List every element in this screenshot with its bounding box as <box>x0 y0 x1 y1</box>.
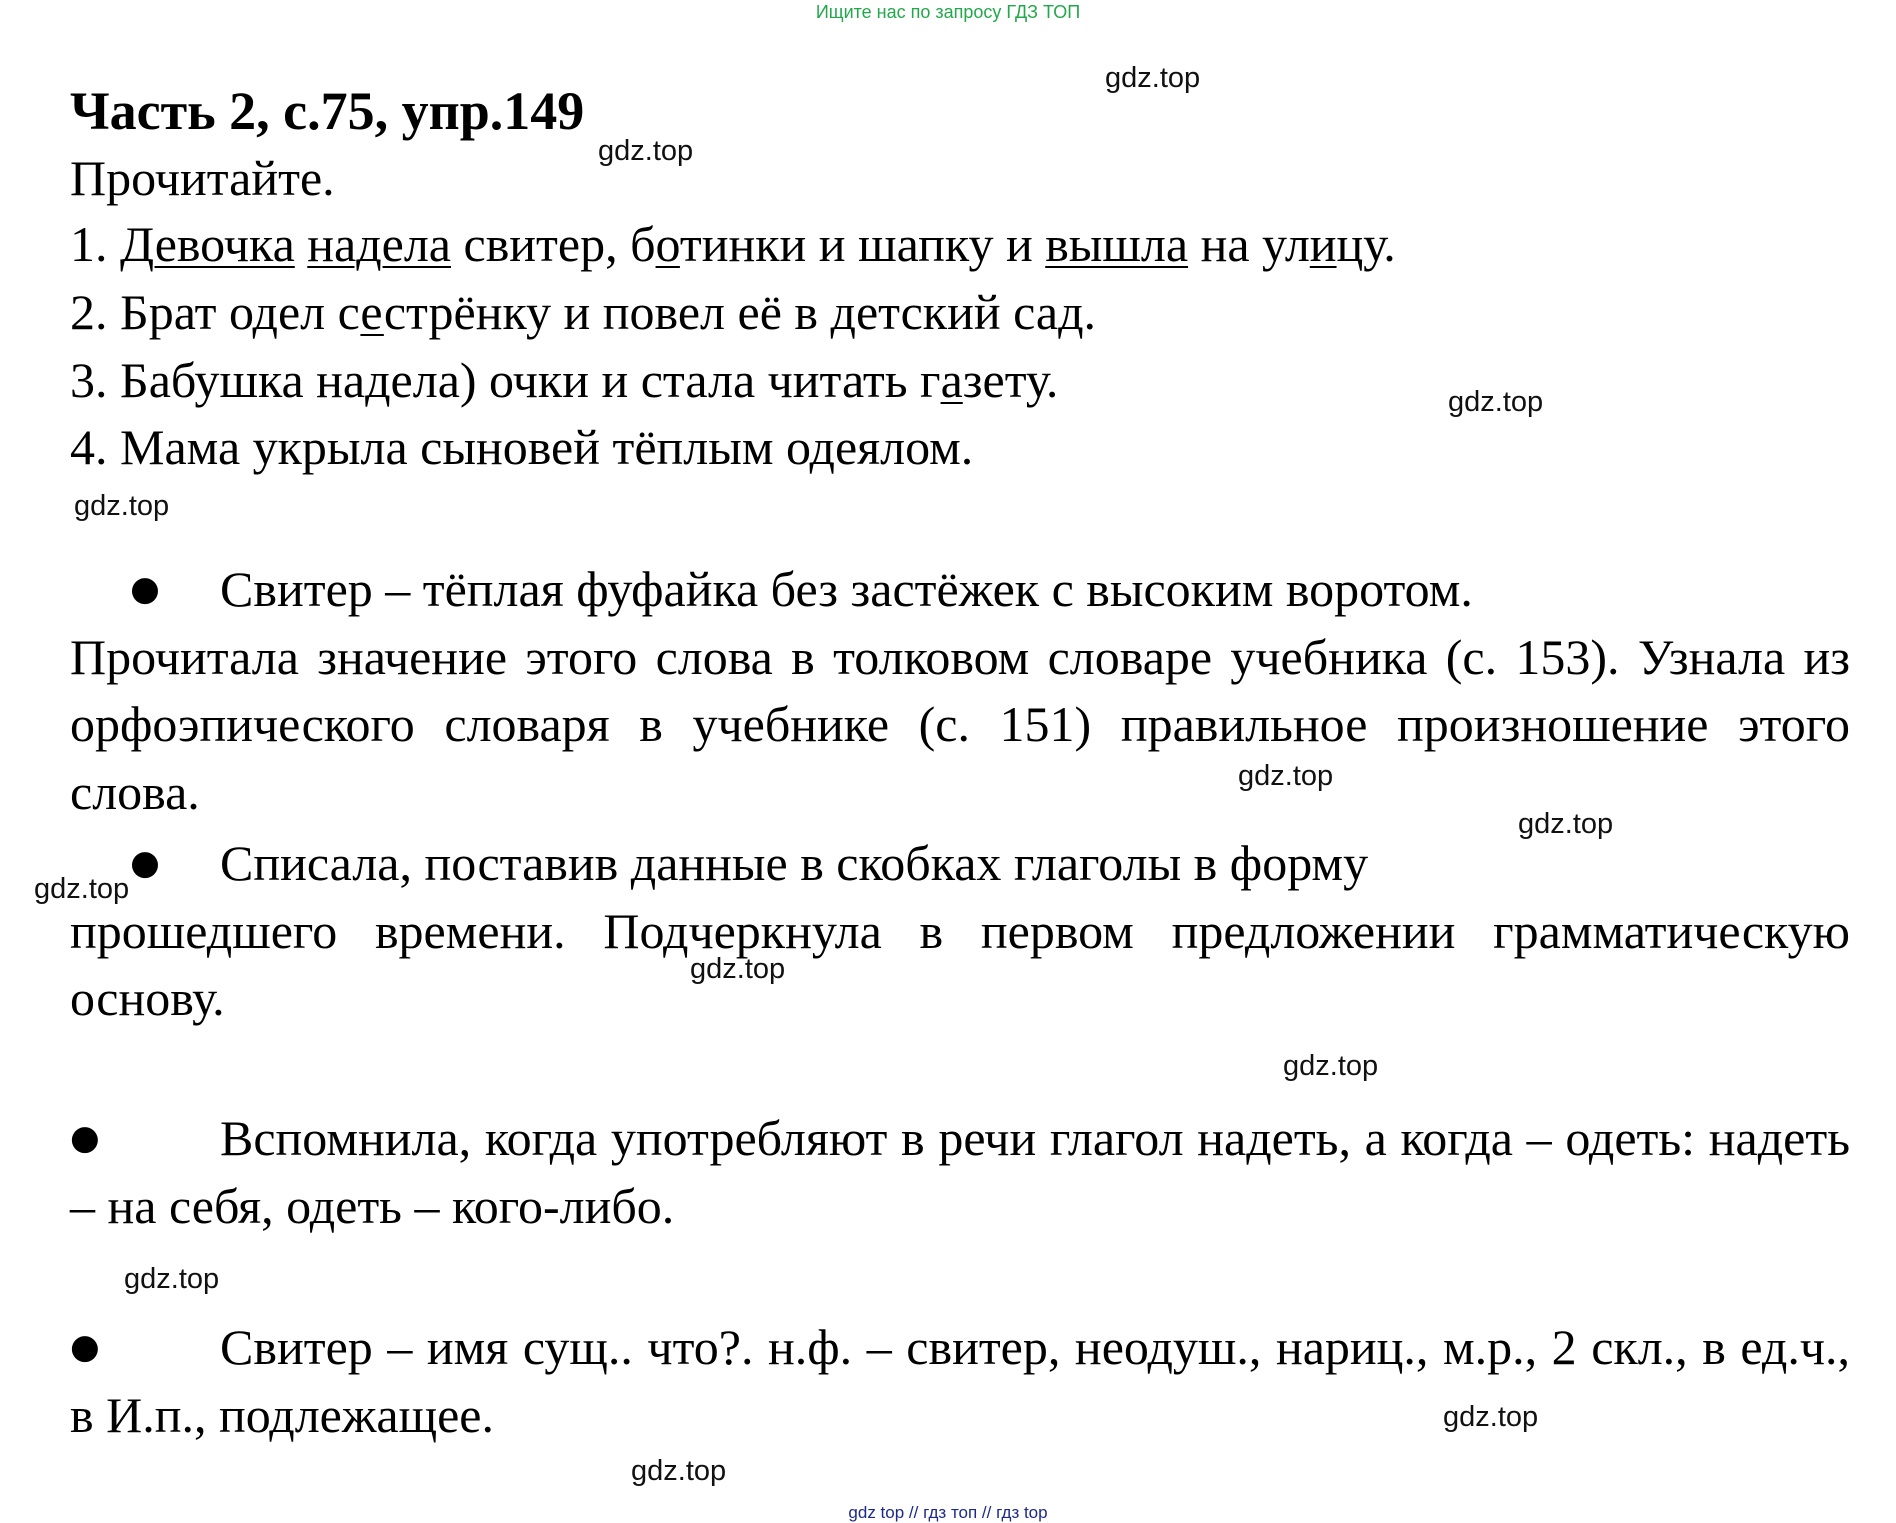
text-segment: зету. <box>962 352 1059 408</box>
bullet-icon: ● <box>130 843 160 883</box>
bullet-icon: ● <box>130 569 160 609</box>
watermark: gdz.top <box>631 1455 727 1487</box>
sentence-number: 1. <box>70 216 120 272</box>
paragraph-text: Прочитала значение этого слова в толковом словаре учебника (с. 153). Узнала из орфоэпического словаря в учебнике (с. 151) правильное произношение этого слова. <box>70 628 1850 820</box>
watermark: gdz.top <box>1518 808 1614 840</box>
bullet <box>70 1314 220 1382</box>
text-segment: 2. Брат одел с <box>70 284 361 340</box>
vowel-underlined: о <box>655 216 680 272</box>
text-segment: стрёнку и повел её в детский сад. <box>383 284 1097 340</box>
sentence-1 <box>70 214 1396 274</box>
paragraph-sviter-meaning <box>70 556 1850 826</box>
watermark: gdz.top <box>124 1263 220 1295</box>
paragraph-text: Свитер – имя сущ.. что?. н.ф. – свитер, неодуш., нариц., м.р., 2 скл., в ед.ч., в И.п., подлежащее. <box>70 1319 1850 1443</box>
bullet-icon: ● <box>70 1327 100 1367</box>
bullet-text: Свитер – тёплая фуфайка без застёжек с высоким воротом. <box>220 561 1473 617</box>
sentence-2 <box>70 282 1096 342</box>
watermark: gdz.top <box>1238 760 1334 792</box>
text-segment: тинки и шапку и <box>679 216 1046 272</box>
paragraph-parsing <box>70 1314 1850 1449</box>
intro-line: Прочитайте. <box>70 150 335 206</box>
paragraph-copy-task <box>70 830 1850 1033</box>
subject-underlined: Девочка <box>120 216 295 272</box>
bullet-text: Списала, поставив данные в скобках глаголы в форму <box>220 835 1369 891</box>
text-segment: цу. <box>1336 216 1396 272</box>
predicate-underlined: вышла <box>1045 216 1189 272</box>
watermark: gdz.top <box>1448 386 1544 418</box>
bullet <box>70 556 220 624</box>
sentence-4: 4. Мама укрыла сыновей тёплым одеялом. <box>70 419 974 475</box>
watermark: gdz.top <box>1105 62 1201 94</box>
text-segment: на ул <box>1188 216 1310 272</box>
sentence-3 <box>70 350 1058 410</box>
vowel-underlined: а <box>940 352 963 408</box>
predicate-underlined: надела <box>307 216 451 272</box>
text-segment: свитер, б <box>451 216 656 272</box>
watermark: gdz.top <box>34 873 130 905</box>
watermark: gdz.top <box>1283 1050 1379 1082</box>
vowel-underlined: и <box>1309 216 1337 272</box>
watermark: gdz.top <box>598 135 694 167</box>
watermark: gdz.top <box>1443 1401 1539 1433</box>
vowel-underlined: е <box>360 284 384 340</box>
paragraph-nadet-odet <box>70 1105 1850 1240</box>
text-segment <box>295 216 308 272</box>
text-segment: 3. Бабушка надела) очки и стала читать г <box>70 352 941 408</box>
paragraph-text: Вспомнила, когда употребляют в речи глагол надеть, а когда – одеть: надеть – на себя, одеть – кого-либо. <box>70 1110 1850 1234</box>
bullet <box>70 1105 220 1173</box>
bullet-icon: ● <box>70 1118 100 1158</box>
watermark: gdz.top <box>74 490 170 522</box>
paragraph-text: прошедшего времени. Подчеркнула в первом предложении грамматическую основу. <box>70 902 1850 1026</box>
page-title: Часть 2, с.75, упр.149 <box>70 81 585 141</box>
watermark: gdz.top <box>690 953 786 985</box>
footer-note: gdz top // гдз топ // гдз top <box>848 1503 1048 1522</box>
header-note: Ищите нас по запросу ГДЗ ТОП <box>815 2 1081 22</box>
